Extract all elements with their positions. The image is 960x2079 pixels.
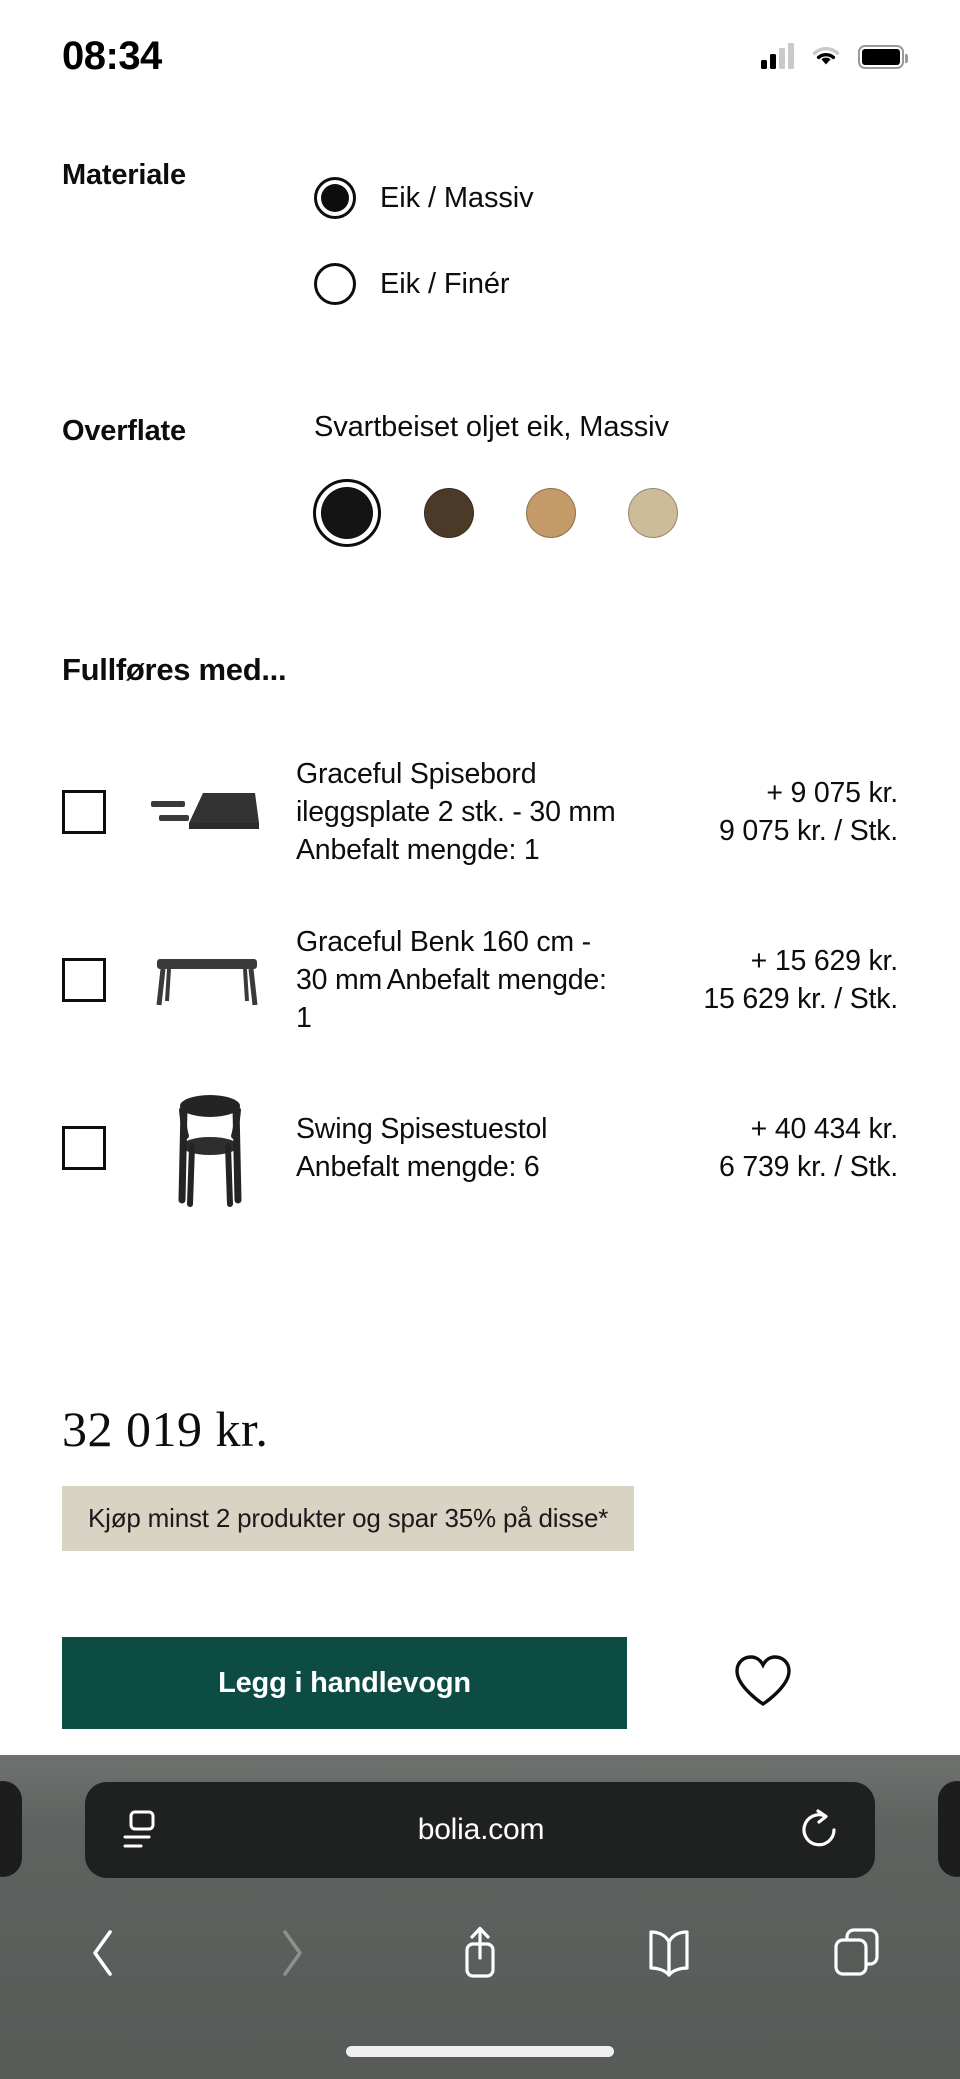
addon-checkbox[interactable] bbox=[62, 1126, 106, 1170]
tabs-button[interactable] bbox=[812, 1913, 902, 1993]
addon-row[interactable] bbox=[0, 728, 960, 896]
url-bar-area bbox=[0, 1755, 960, 1905]
promo-text: Kjøp minst 2 produkter og spar 35% på disse* bbox=[88, 1503, 609, 1533]
addon-name: Swing Spisestuestol bbox=[296, 1112, 548, 1145]
addon-info bbox=[296, 923, 636, 1038]
next-tab-edge[interactable] bbox=[938, 1781, 960, 1877]
addon-name: Graceful Benk 160 cm - 30 mm bbox=[296, 925, 591, 996]
battery-icon bbox=[858, 45, 904, 69]
safari-browser-chrome bbox=[0, 1755, 960, 2079]
addon-price bbox=[636, 942, 898, 1018]
product-configurator bbox=[0, 95, 960, 1729]
status-time: 08:34 bbox=[62, 34, 162, 78]
surface-swatch-list bbox=[314, 482, 898, 544]
addon-info bbox=[296, 1110, 636, 1186]
surface-section bbox=[0, 411, 960, 544]
book-icon bbox=[643, 1928, 695, 1978]
back-button[interactable] bbox=[58, 1913, 148, 1993]
swatch-color-dot bbox=[526, 488, 576, 538]
addon-name: Graceful Spisebord ileggsplate 2 stk. - 30 mm bbox=[296, 757, 616, 828]
home-indicator bbox=[346, 2046, 614, 2057]
material-option-finer[interactable] bbox=[314, 241, 898, 327]
add-to-cart-button[interactable]: Legg i handlevogn bbox=[62, 1637, 627, 1729]
addon-price-add: + 40 434 kr. bbox=[750, 1112, 898, 1145]
status-bar bbox=[0, 0, 960, 95]
addon-price-add: + 15 629 kr. bbox=[750, 944, 898, 977]
surface-label: Overflate bbox=[62, 415, 186, 447]
bookmarks-button[interactable] bbox=[624, 1913, 714, 1993]
surface-selected-name: Svartbeiset oljet eik, Massiv bbox=[314, 411, 669, 443]
addon-price bbox=[636, 774, 898, 850]
previous-tab-edge[interactable] bbox=[0, 1781, 22, 1877]
radio-massiv[interactable] bbox=[314, 177, 356, 219]
addons-title: Fullføres med... bbox=[62, 652, 287, 687]
share-button[interactable] bbox=[435, 1913, 525, 1993]
addon-row[interactable] bbox=[0, 1064, 960, 1232]
status-indicators bbox=[761, 45, 904, 69]
addon-row[interactable] bbox=[0, 896, 960, 1064]
swatch-color-dot bbox=[321, 487, 373, 539]
chevron-right-icon bbox=[275, 1927, 309, 1979]
addon-checkbox[interactable] bbox=[62, 958, 106, 1002]
surface-swatch-0[interactable] bbox=[313, 479, 381, 547]
addon-price-unit: 15 629 kr. / Stk. bbox=[703, 983, 898, 1015]
swatch-color-dot bbox=[424, 488, 474, 538]
material-options bbox=[314, 155, 898, 327]
addon-quantity-note: Anbefalt mengde: 1 bbox=[296, 963, 607, 1035]
surface-swatch-3[interactable] bbox=[622, 482, 684, 544]
bench-icon bbox=[144, 915, 270, 1045]
addon-price-add: + 9 075 kr. bbox=[766, 776, 898, 809]
addon-price-unit: 6 739 kr. / Stk. bbox=[719, 1151, 898, 1183]
cellular-signal-icon bbox=[761, 45, 794, 69]
page-settings-icon[interactable] bbox=[119, 1807, 161, 1853]
material-section bbox=[0, 155, 960, 327]
surface-swatch-1[interactable] bbox=[418, 482, 480, 544]
forward-button[interactable] bbox=[247, 1913, 337, 1993]
purchase-actions bbox=[0, 1637, 960, 1729]
addon-price-unit: 9 075 kr. / Stk. bbox=[719, 815, 898, 847]
promo-banner bbox=[62, 1486, 634, 1551]
addon-info bbox=[296, 755, 636, 870]
material-label: Materiale bbox=[62, 159, 186, 191]
addon-price bbox=[636, 1110, 898, 1186]
material-option-massiv[interactable] bbox=[314, 155, 898, 241]
addons-list bbox=[0, 728, 960, 1232]
wifi-icon bbox=[810, 45, 842, 69]
swatch-color-dot bbox=[628, 488, 678, 538]
surface-options bbox=[314, 411, 898, 544]
heart-icon bbox=[733, 1654, 793, 1708]
table-leaf-icon bbox=[144, 747, 270, 877]
material-option-label: Eik / Finér bbox=[380, 267, 510, 300]
address-bar[interactable] bbox=[85, 1782, 875, 1878]
url-text: bolia.com bbox=[417, 1813, 545, 1846]
browser-toolbar bbox=[0, 1905, 960, 1993]
share-icon bbox=[457, 1924, 503, 1982]
material-option-label: Eik / Massiv bbox=[380, 181, 534, 214]
tabs-icon bbox=[831, 1926, 883, 1980]
chevron-left-icon bbox=[86, 1927, 120, 1979]
favorite-button[interactable] bbox=[627, 1654, 898, 1712]
reload-icon[interactable] bbox=[801, 1807, 841, 1853]
surface-swatch-2[interactable] bbox=[520, 482, 582, 544]
radio-finer[interactable] bbox=[314, 263, 356, 305]
addon-quantity-note: Anbefalt mengde: 6 bbox=[296, 1151, 540, 1183]
chair-icon bbox=[144, 1083, 270, 1213]
total-price: 32 019 kr. bbox=[62, 1401, 269, 1457]
addon-quantity-note: Anbefalt mengde: 1 bbox=[296, 834, 540, 867]
addon-checkbox[interactable] bbox=[62, 790, 106, 834]
